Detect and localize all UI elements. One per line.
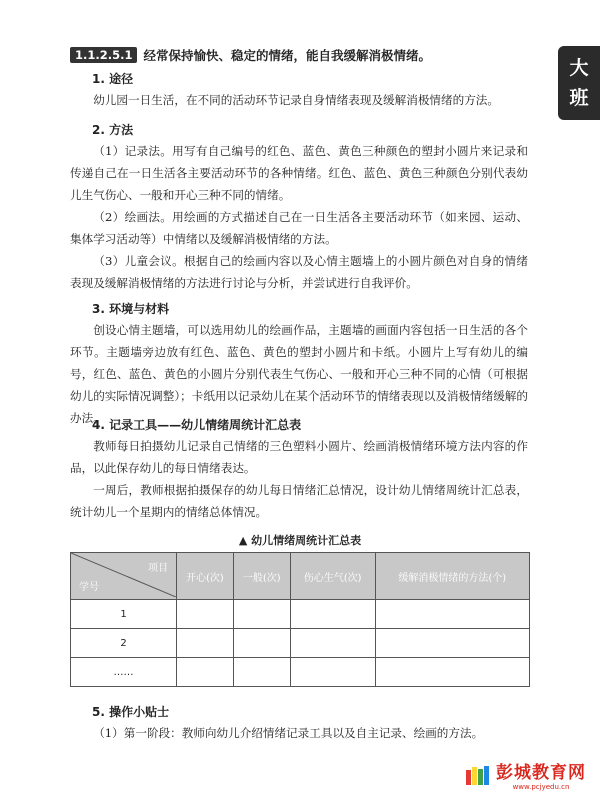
table-cell: [233, 629, 290, 658]
column-header-neutral: 一般(次): [233, 553, 290, 600]
section-5-title: 5. 操作小贴士: [92, 705, 170, 719]
books-logo-icon: [465, 764, 493, 786]
row-id-cell: ……: [71, 658, 177, 687]
table-cell: [233, 658, 290, 687]
table-cell: [177, 600, 234, 629]
section-heading-title: 经常保持愉快、稳定的情绪，能自我缓解消极情绪。: [143, 48, 431, 63]
section-3-title: 3. 环境与材料: [92, 302, 170, 316]
column-header-happy: 开心(次): [177, 553, 234, 600]
section-4-paragraph-1: 教师每日拍摄幼儿记录自己情绪的三色塑料小圆片、绘画消极情绪环境方法内容的作品，以此保存幼儿的每日情绪表达。: [70, 439, 528, 475]
section-heading: [70, 46, 431, 64]
table-cell: [290, 658, 375, 687]
table-caption: ▲ 幼儿情绪周统计汇总表: [238, 534, 362, 547]
section-2-paragraph-2: （2）绘画法。用绘画的方式描述自己在一日生活各主要活动环节（如来园、运动、集体学习活动等）中情绪以及缓解消极情绪的方法。: [70, 210, 528, 246]
table-cell: [375, 658, 530, 687]
table-cell: [375, 600, 530, 629]
logo-name: 彭城教育网: [496, 763, 586, 783]
section-2-title: 2. 方法: [92, 123, 134, 137]
corner-label-id: 学号: [79, 582, 99, 593]
section-code-badge: 1.1.2.5.1: [70, 47, 137, 63]
table-corner-cell: [71, 553, 177, 600]
side-tab-char-1: 大: [569, 57, 589, 79]
site-logo: [465, 758, 586, 791]
corner-label-item: 项目: [148, 563, 168, 574]
row-id-cell: 1: [71, 600, 177, 629]
grade-side-tab: [558, 46, 600, 120]
table-cell: [177, 629, 234, 658]
table-header-row: [71, 553, 530, 600]
section-2-paragraph-1: （1）记录法。用写有自己编号的红色、蓝色、黄色三种颜色的塑封小圆片来记录和传递自己在一日生活各主要活动环节的各种情绪。红色、蓝色、黄色三种颜色分别代表幼儿生气伤心、一般和开心三种不同的情绪。: [70, 144, 528, 202]
section-1-title: 1. 途径: [92, 72, 134, 86]
table-cell: [290, 600, 375, 629]
row-id-cell: 2: [71, 629, 177, 658]
table-cell: [375, 629, 530, 658]
section-5-paragraph: （1）第一阶段：教师向幼儿介绍情绪记录工具以及自主记录、绘画的方法。: [93, 726, 484, 740]
table-row: [71, 629, 530, 658]
column-header-relief-methods: 缓解消极情绪的方法(个): [375, 553, 530, 600]
section-2-paragraph-3: （3）儿童会议。根据自己的绘画内容以及心情主题墙上的小圆片颜色对自身的情绪表现及缓解消极情绪的方法进行讨论与分析，并尝试进行自我评价。: [70, 254, 528, 290]
logo-url: www.pcjyedu.cn: [512, 783, 570, 791]
table-row: [71, 600, 530, 629]
column-header-sad-angry: 伤心生气(次): [290, 553, 375, 600]
table-cell: [177, 658, 234, 687]
side-tab-char-2: 班: [569, 87, 589, 109]
section-1-paragraph: 幼儿园一日生活，在不同的活动环节记录自身情绪表现及缓解消极情绪的方法。: [93, 93, 499, 107]
section-4-paragraph-2: 一周后，教师根据拍摄保存的幼儿每日情绪汇总情况，设计幼儿情绪周统计汇总表，统计幼儿一个星期内的情绪总体情况。: [70, 483, 528, 519]
table-row: [71, 658, 530, 687]
table-cell: [233, 600, 290, 629]
section-3-paragraph: 创设心情主题墙，可以选用幼儿的绘画作品，主题墙的画面内容包括一日生活的各个环节。主题墙旁边放有红色、蓝色、黄色的塑封小圆片和卡纸。小圆片上写有幼儿的编号，红色、蓝色、黄色的小圆片分别代表生气伤心、一般和开心三种不同的心情（可根据幼儿的实际情况调整）；卡纸用以记录幼儿在某个活动环节的情绪表现以及消极情绪缓解的办法。: [70, 323, 528, 425]
emotion-summary-table: [70, 552, 530, 687]
section-4-title: 4. 记录工具——幼儿情绪周统计汇总表: [92, 418, 302, 432]
table-cell: [290, 629, 375, 658]
